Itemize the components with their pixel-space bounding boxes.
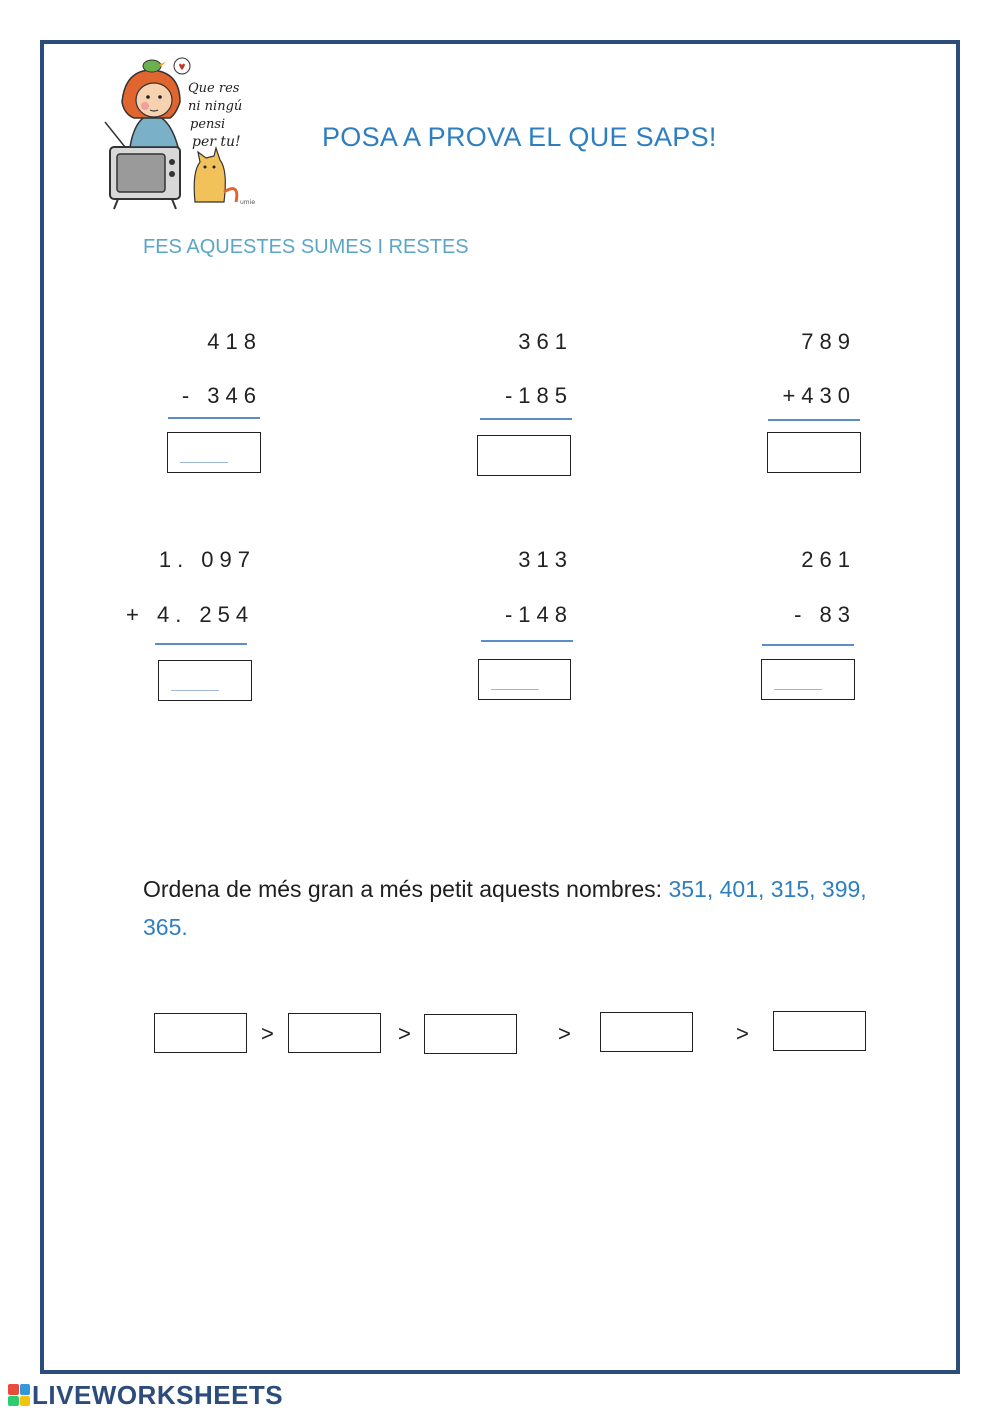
order-box-1[interactable] bbox=[154, 1013, 247, 1053]
svg-text:ni ningú: ni ningú bbox=[188, 99, 243, 114]
greater-than-2: > bbox=[398, 1021, 411, 1046]
exercise-3-answer-box[interactable] bbox=[767, 432, 861, 473]
exercise-3-underline bbox=[768, 419, 860, 421]
exercise-1-underline bbox=[168, 417, 260, 419]
svg-text:Que res: Que res bbox=[188, 81, 240, 96]
ordering-numbers: 351, 401, 315, 399, 365. bbox=[143, 876, 867, 940]
footer-brand bbox=[8, 1380, 283, 1410]
ordering-instruction bbox=[143, 870, 873, 946]
exercise-6-underline bbox=[762, 644, 854, 646]
exercise-1-answer-box[interactable] bbox=[167, 432, 261, 473]
exercise-6-bottom: - 83 bbox=[794, 602, 856, 627]
exercise-6-answer-box[interactable] bbox=[761, 659, 855, 700]
order-box-5[interactable] bbox=[773, 1011, 866, 1051]
exercise-1-bottom: - 346 bbox=[181, 383, 262, 408]
brand-name: LIVEWORKSHEETS bbox=[32, 1379, 284, 1410]
exercise-5-underline bbox=[481, 640, 573, 642]
exercise-4-answer-box[interactable] bbox=[158, 660, 252, 701]
order-box-2[interactable] bbox=[288, 1013, 381, 1053]
svg-text:pensi: pensi bbox=[190, 117, 226, 132]
exercise-6-top: 261 bbox=[801, 547, 856, 572]
liveworksheets-logo-icon bbox=[8, 1384, 30, 1406]
exercise-5-answer-box[interactable] bbox=[478, 659, 571, 700]
exercise-5-top: 313 bbox=[518, 547, 573, 572]
exercise-3-top: 789 bbox=[801, 329, 856, 354]
order-box-4[interactable] bbox=[600, 1012, 693, 1052]
page-title: POSA A PROVA EL QUE SAPS! bbox=[322, 122, 717, 152]
order-box-3[interactable] bbox=[424, 1014, 517, 1054]
exercise-2-underline bbox=[480, 418, 572, 420]
greater-than-1: > bbox=[261, 1021, 274, 1046]
exercise-4-bottom: + 4. 254 bbox=[126, 602, 255, 627]
exercise-3-bottom: +430 bbox=[782, 383, 856, 408]
exercise-2-top: 361 bbox=[518, 329, 573, 354]
section-subtitle: FES AQUESTES SUMES I RESTES bbox=[143, 236, 469, 258]
svg-text:per tu!: per tu! bbox=[192, 134, 241, 150]
exercise-4-underline bbox=[155, 643, 247, 645]
exercise-5-bottom: -148 bbox=[504, 602, 573, 627]
exercise-4-top: 1. 097 bbox=[158, 547, 256, 572]
exercise-2-answer-box[interactable] bbox=[477, 435, 571, 476]
ordering-instruction-text: Ordena de més gran a més petit aquests nombres: bbox=[143, 876, 669, 902]
greater-than-3: > bbox=[558, 1021, 571, 1046]
exercise-2-bottom: -185 bbox=[504, 383, 573, 408]
svg-text:umie: umie bbox=[240, 199, 256, 206]
exercise-1-top: 418 bbox=[207, 329, 262, 354]
greater-than-4: > bbox=[736, 1021, 749, 1046]
girl-tv-illustration bbox=[100, 52, 310, 217]
